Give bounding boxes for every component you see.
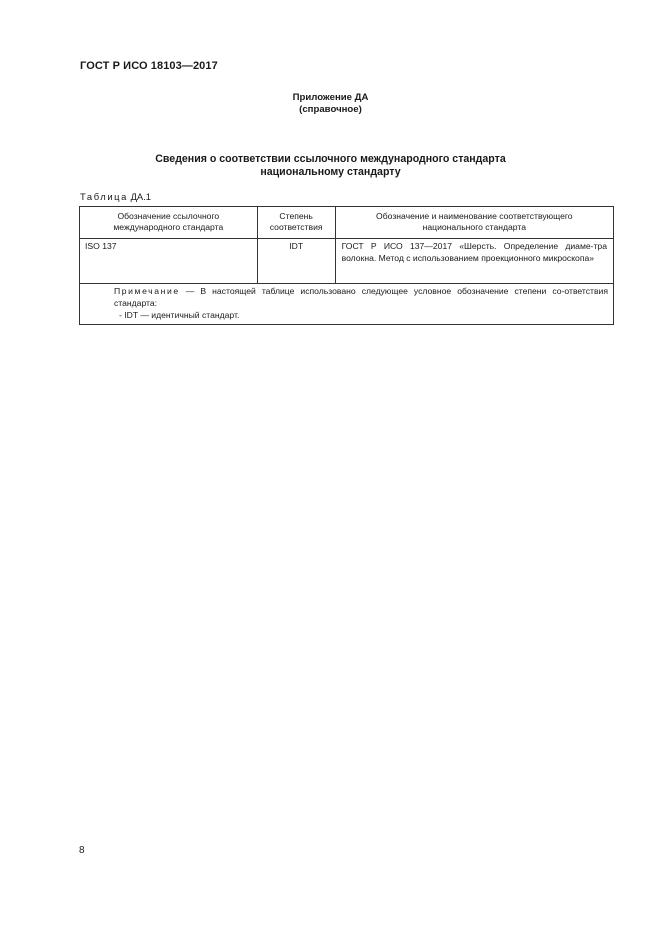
- note-label: Примечание: [114, 286, 180, 296]
- table-note-row: [80, 284, 614, 325]
- header-degree-line2: соответствия: [269, 222, 323, 232]
- header-national-standard-line1: Обозначение и наименование соответствующего: [376, 210, 573, 221]
- table-caption-word: Таблица: [80, 191, 128, 202]
- header-national-standard: [335, 207, 613, 239]
- note-text: [85, 286, 608, 309]
- section-title-line2: национальному стандарту: [260, 166, 401, 178]
- note-body: — В настоящей таблице использовано следующее условное обозначение степени со-ответствия стандарта:: [114, 286, 608, 308]
- table-header-row: [80, 207, 614, 239]
- table-row: [80, 239, 614, 284]
- table-note: [80, 284, 614, 325]
- note-list-item: - IDT — идентичный стандарт.: [119, 310, 240, 320]
- header-national-standard-line2: национального стандарта: [422, 222, 526, 232]
- cell-national-standard: ГОСТ Р ИСО 137—2017 «Шерсть. Определение диаме-тра волокна. Метод с использованием проекционного микроскопа»: [335, 239, 613, 284]
- section-title-line1: Сведения о соответствии ссылочного международного стандарта: [155, 153, 506, 165]
- document-code-header: ГОСТ Р ИСО 18103—2017: [80, 60, 218, 72]
- section-title: [0, 153, 661, 179]
- correspondence-table: [79, 206, 614, 325]
- header-intl-standard-line2: международного стандарта: [113, 222, 224, 232]
- header-intl-standard: [80, 207, 258, 239]
- header-degree-line1: Степень: [279, 210, 313, 221]
- page-number: 8: [79, 845, 85, 856]
- table-caption-number: ДА.1: [127, 191, 151, 202]
- appendix-title: Приложение ДА: [292, 92, 369, 103]
- appendix-heading: [0, 92, 661, 116]
- header-degree: [257, 207, 335, 239]
- appendix-subtitle: (справочное): [299, 104, 362, 115]
- cell-intl-standard: ISO 137: [80, 239, 258, 284]
- table-caption: [80, 191, 151, 202]
- cell-degree: IDT: [257, 239, 335, 284]
- header-intl-standard-line1: Обозначение ссылочного: [117, 210, 220, 221]
